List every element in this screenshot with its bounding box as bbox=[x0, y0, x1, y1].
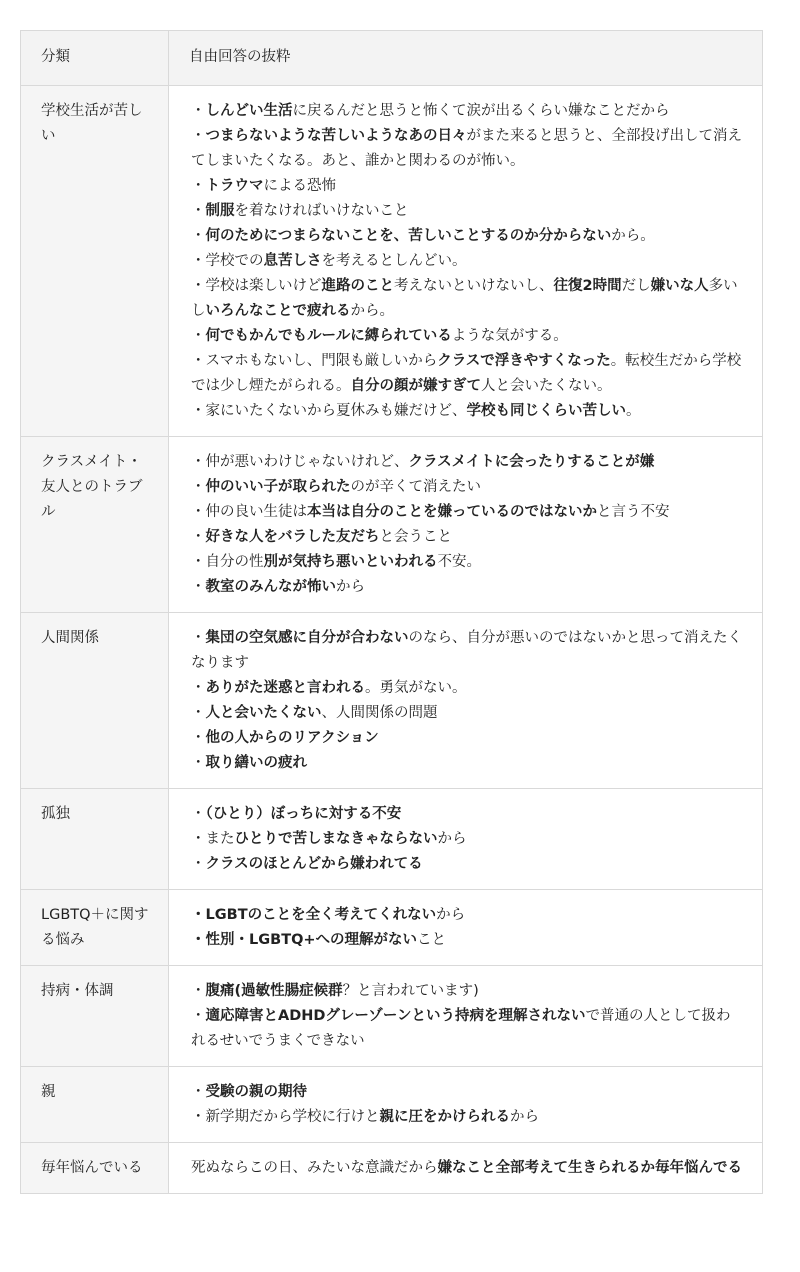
row-excerpt bbox=[169, 1143, 763, 1194]
excerpt-line bbox=[191, 124, 742, 174]
emphasized-text: 何でもかんでもルールに縛られている bbox=[205, 328, 452, 344]
row-excerpt bbox=[169, 789, 763, 890]
excerpt-text: を着なければいけないこと bbox=[234, 203, 409, 219]
excerpt-text: ・ bbox=[191, 228, 206, 244]
table-row bbox=[21, 437, 763, 613]
excerpt-line bbox=[191, 399, 742, 424]
excerpt-text: ・ bbox=[191, 479, 206, 495]
emphasized-text: ひとりで苦しまなきゃならない bbox=[234, 831, 438, 847]
excerpt-text: ・また bbox=[191, 831, 235, 847]
excerpt-text: だし bbox=[621, 278, 651, 294]
excerpt-text: から。 bbox=[611, 228, 655, 244]
column-header-category: 分類 bbox=[21, 31, 169, 86]
excerpt-text: ・仲の良い生徒は bbox=[191, 504, 307, 520]
excerpt-line bbox=[191, 550, 742, 575]
emphasized-text: いろんなことで疲れる bbox=[205, 303, 351, 319]
table-row bbox=[21, 86, 763, 437]
emphasized-text: 往復2時間 bbox=[553, 278, 622, 294]
excerpt-text: と会うこと bbox=[379, 529, 452, 545]
emphasized-text: 受験の親の期待 bbox=[205, 1084, 307, 1100]
excerpt-text: による恐怖 bbox=[263, 178, 336, 194]
excerpt-text: ような気がする。 bbox=[451, 328, 568, 344]
excerpt-text: で普通の人として扱われるせいでうまくできない bbox=[191, 1008, 731, 1049]
excerpt-text: ・ bbox=[191, 1008, 206, 1024]
emphasized-text: 他の人からのリアクション bbox=[205, 730, 379, 746]
excerpt-line bbox=[191, 802, 742, 827]
emphasized-text: 腹痛(過敏性腸症候群 bbox=[205, 983, 343, 999]
emphasized-text: しんどい生活 bbox=[205, 103, 293, 119]
excerpt-text: こと bbox=[417, 932, 447, 948]
excerpt-text: に戻るんだと思うと怖くて涙が出るくらい嫌なことだから bbox=[292, 103, 670, 119]
row-excerpt bbox=[169, 1067, 763, 1143]
emphasized-text: クラスで浮きやすくなった bbox=[437, 353, 611, 369]
emphasized-text: 嫌なこと全部考えて生きられるか毎年悩んでる bbox=[437, 1160, 742, 1176]
excerpt-text: ・ bbox=[191, 529, 206, 545]
excerpt-text: 考えないといけないし、 bbox=[394, 278, 554, 294]
excerpt-text: から bbox=[510, 1109, 539, 1125]
excerpt-text: のなら、自分が悪いのではないかと思って消えたくなります bbox=[191, 630, 742, 671]
excerpt-line bbox=[191, 852, 742, 877]
excerpt-text: 、人間関係の問題 bbox=[321, 705, 438, 721]
excerpt-line bbox=[191, 751, 742, 776]
emphasized-text: 嫌いな人 bbox=[650, 278, 709, 294]
row-excerpt bbox=[169, 613, 763, 789]
excerpt-text: ・仲が悪いわけじゃないけれど、 bbox=[191, 454, 409, 470]
excerpt-line bbox=[191, 199, 742, 224]
emphasized-text: つまらないような苦しいようなあの日々 bbox=[205, 128, 467, 144]
excerpt-line bbox=[191, 349, 742, 399]
excerpt-text: 人と会いたくない。 bbox=[481, 378, 612, 394]
excerpt-text: ・ bbox=[191, 755, 206, 771]
row-excerpt bbox=[169, 86, 763, 437]
excerpt-text: ・ bbox=[191, 579, 206, 595]
emphasized-text: トラウマ bbox=[205, 178, 264, 194]
row-category: 学校生活が苦しい bbox=[21, 86, 169, 437]
emphasized-text: ・性別・LGBTQ+への理解がない bbox=[191, 932, 418, 948]
excerpt-text: ・スマホもないし、門限も厳しいから bbox=[191, 353, 438, 369]
excerpt-text: がまた来ると思うと、全部投げ出して消えてしまいたくなる。あと、誰かと関わるのが怖い。 bbox=[191, 128, 742, 169]
emphasized-text: 何のためにつまらないことを、苦しいことするのか分からない bbox=[205, 228, 612, 244]
row-excerpt bbox=[169, 966, 763, 1067]
excerpt-line bbox=[191, 575, 742, 600]
emphasized-text: クラスメイトに会ったりすることが嫌 bbox=[408, 454, 655, 470]
emphasized-text: 教室のみんなが怖い bbox=[205, 579, 336, 595]
row-excerpt bbox=[169, 890, 763, 966]
excerpt-text: ・ bbox=[191, 178, 206, 194]
emphasized-text: 進路のこと bbox=[321, 278, 394, 294]
excerpt-line bbox=[191, 1080, 742, 1105]
emphasized-text: 本当は自分のことを嫌っているのではないか bbox=[307, 504, 597, 520]
emphasized-text: 息苦しさ bbox=[263, 253, 322, 269]
excerpt-line bbox=[191, 249, 742, 274]
excerpt-text: ・ bbox=[191, 806, 206, 822]
emphasized-text: 集団の空気感に自分が合わない bbox=[205, 630, 409, 646]
excerpt-line bbox=[191, 1156, 742, 1181]
excerpt-text: 多いし bbox=[191, 278, 738, 319]
excerpt-text: ・ bbox=[191, 103, 206, 119]
table-body bbox=[21, 86, 763, 1194]
excerpt-text: 。 bbox=[626, 403, 641, 419]
excerpt-text: 。転校生だから学校では少し煙たがられる。 bbox=[191, 353, 742, 394]
excerpt-line bbox=[191, 450, 742, 475]
excerpt-text: と言う不安 bbox=[597, 504, 670, 520]
excerpt-text: から bbox=[436, 907, 466, 923]
excerpt-line bbox=[191, 224, 742, 249]
emphasized-text: 人と会いたくない bbox=[205, 705, 322, 721]
table-row bbox=[21, 1143, 763, 1194]
row-excerpt bbox=[169, 437, 763, 613]
excerpt-text: ・家にいたくないから夏休みも嫌だけど、 bbox=[191, 403, 467, 419]
excerpt-text: ・ bbox=[191, 1084, 206, 1100]
emphasized-text: クラスのほとんどから嫌われてる bbox=[205, 856, 423, 872]
excerpt-line bbox=[191, 174, 742, 199]
excerpt-line bbox=[191, 701, 742, 726]
table-row bbox=[21, 613, 763, 789]
excerpt-line bbox=[191, 525, 742, 550]
excerpt-text: ・ bbox=[191, 680, 206, 696]
excerpt-line bbox=[191, 827, 742, 852]
excerpt-line bbox=[191, 979, 742, 1004]
excerpt-line bbox=[191, 626, 742, 676]
excerpt-line bbox=[191, 1004, 742, 1054]
emphasized-text: 自分の顔が嫌すぎて bbox=[350, 378, 481, 394]
excerpt-line bbox=[191, 928, 742, 953]
excerpt-line bbox=[191, 676, 742, 701]
excerpt-text: ・新学期だから学校に行けと bbox=[191, 1109, 380, 1125]
table-header-row bbox=[21, 31, 763, 86]
excerpt-text: 死ぬならこの日、みたいな意識だから bbox=[191, 1160, 438, 1176]
excerpt-text: 不安。 bbox=[437, 554, 481, 570]
excerpt-line bbox=[191, 726, 742, 751]
emphasized-text: 学校も同じくらい苦しい bbox=[466, 403, 626, 419]
excerpt-text: ・ bbox=[191, 983, 206, 999]
table-row bbox=[21, 789, 763, 890]
excerpt-line bbox=[191, 1105, 742, 1130]
emphasized-text: 好きな人をバラした友だち bbox=[205, 529, 380, 545]
excerpt-text: ・ bbox=[191, 856, 206, 872]
emphasized-text: 適応障害とADHDグレーゾーンという持病を理解されない bbox=[205, 1008, 586, 1024]
excerpt-line bbox=[191, 903, 742, 928]
row-category: 人間関係 bbox=[21, 613, 169, 789]
row-category: 親 bbox=[21, 1067, 169, 1143]
emphasized-text: ありがた迷惑と言われる bbox=[205, 680, 365, 696]
emphasized-text: 取り繕いの疲れ bbox=[205, 755, 307, 771]
excerpt-text: 。勇気がない。 bbox=[365, 680, 467, 696]
table-row bbox=[21, 966, 763, 1067]
emphasized-text: 仲のいい子が取られた bbox=[205, 479, 351, 495]
excerpt-text: から bbox=[437, 831, 467, 847]
excerpt-text: ・ bbox=[191, 730, 206, 746]
row-category: LGBTQ＋に関する悩み bbox=[21, 890, 169, 966]
excerpt-line bbox=[191, 475, 742, 500]
row-category: 孤独 bbox=[21, 789, 169, 890]
emphasized-text: ・LGBTのことを全く考えてくれない bbox=[191, 907, 437, 923]
excerpt-line bbox=[191, 99, 742, 124]
column-header-excerpt: 自由回答の抜粋 bbox=[169, 31, 763, 86]
excerpt-text: ・ bbox=[191, 203, 206, 219]
excerpt-text: のが辛くて消えたい bbox=[350, 479, 481, 495]
table-row bbox=[21, 1067, 763, 1143]
excerpt-text: から。 bbox=[350, 303, 394, 319]
excerpt-text: ・学校は楽しいけど bbox=[191, 278, 322, 294]
excerpt-text: を考えるとしんどい。 bbox=[321, 253, 467, 269]
survey-table-container bbox=[20, 30, 762, 1194]
excerpt-text: ・ bbox=[191, 705, 206, 721]
survey-responses-table bbox=[20, 30, 763, 1194]
emphasized-text: 別が気持ち悪いといわれる bbox=[263, 554, 438, 570]
table-row bbox=[21, 890, 763, 966]
row-category: 持病・体調 bbox=[21, 966, 169, 1067]
emphasized-text: 親に圧をかけられる bbox=[379, 1109, 510, 1125]
excerpt-text: ・自分の性 bbox=[191, 554, 264, 570]
excerpt-text: ・ bbox=[191, 128, 206, 144]
emphasized-text: 制服 bbox=[205, 203, 235, 219]
excerpt-text: ・学校での bbox=[191, 253, 264, 269]
excerpt-text: ・ bbox=[191, 328, 206, 344]
excerpt-text: ？と言われています) bbox=[342, 983, 479, 999]
emphasized-text: （ひとり）ぼっちに対する不安 bbox=[205, 806, 402, 822]
row-category: 毎年悩んでいる bbox=[21, 1143, 169, 1194]
excerpt-text: ・ bbox=[191, 630, 206, 646]
excerpt-text: から bbox=[336, 579, 365, 595]
excerpt-line bbox=[191, 324, 742, 349]
row-category: クラスメイト・友人とのトラブル bbox=[21, 437, 169, 613]
excerpt-line bbox=[191, 274, 742, 324]
excerpt-line bbox=[191, 500, 742, 525]
